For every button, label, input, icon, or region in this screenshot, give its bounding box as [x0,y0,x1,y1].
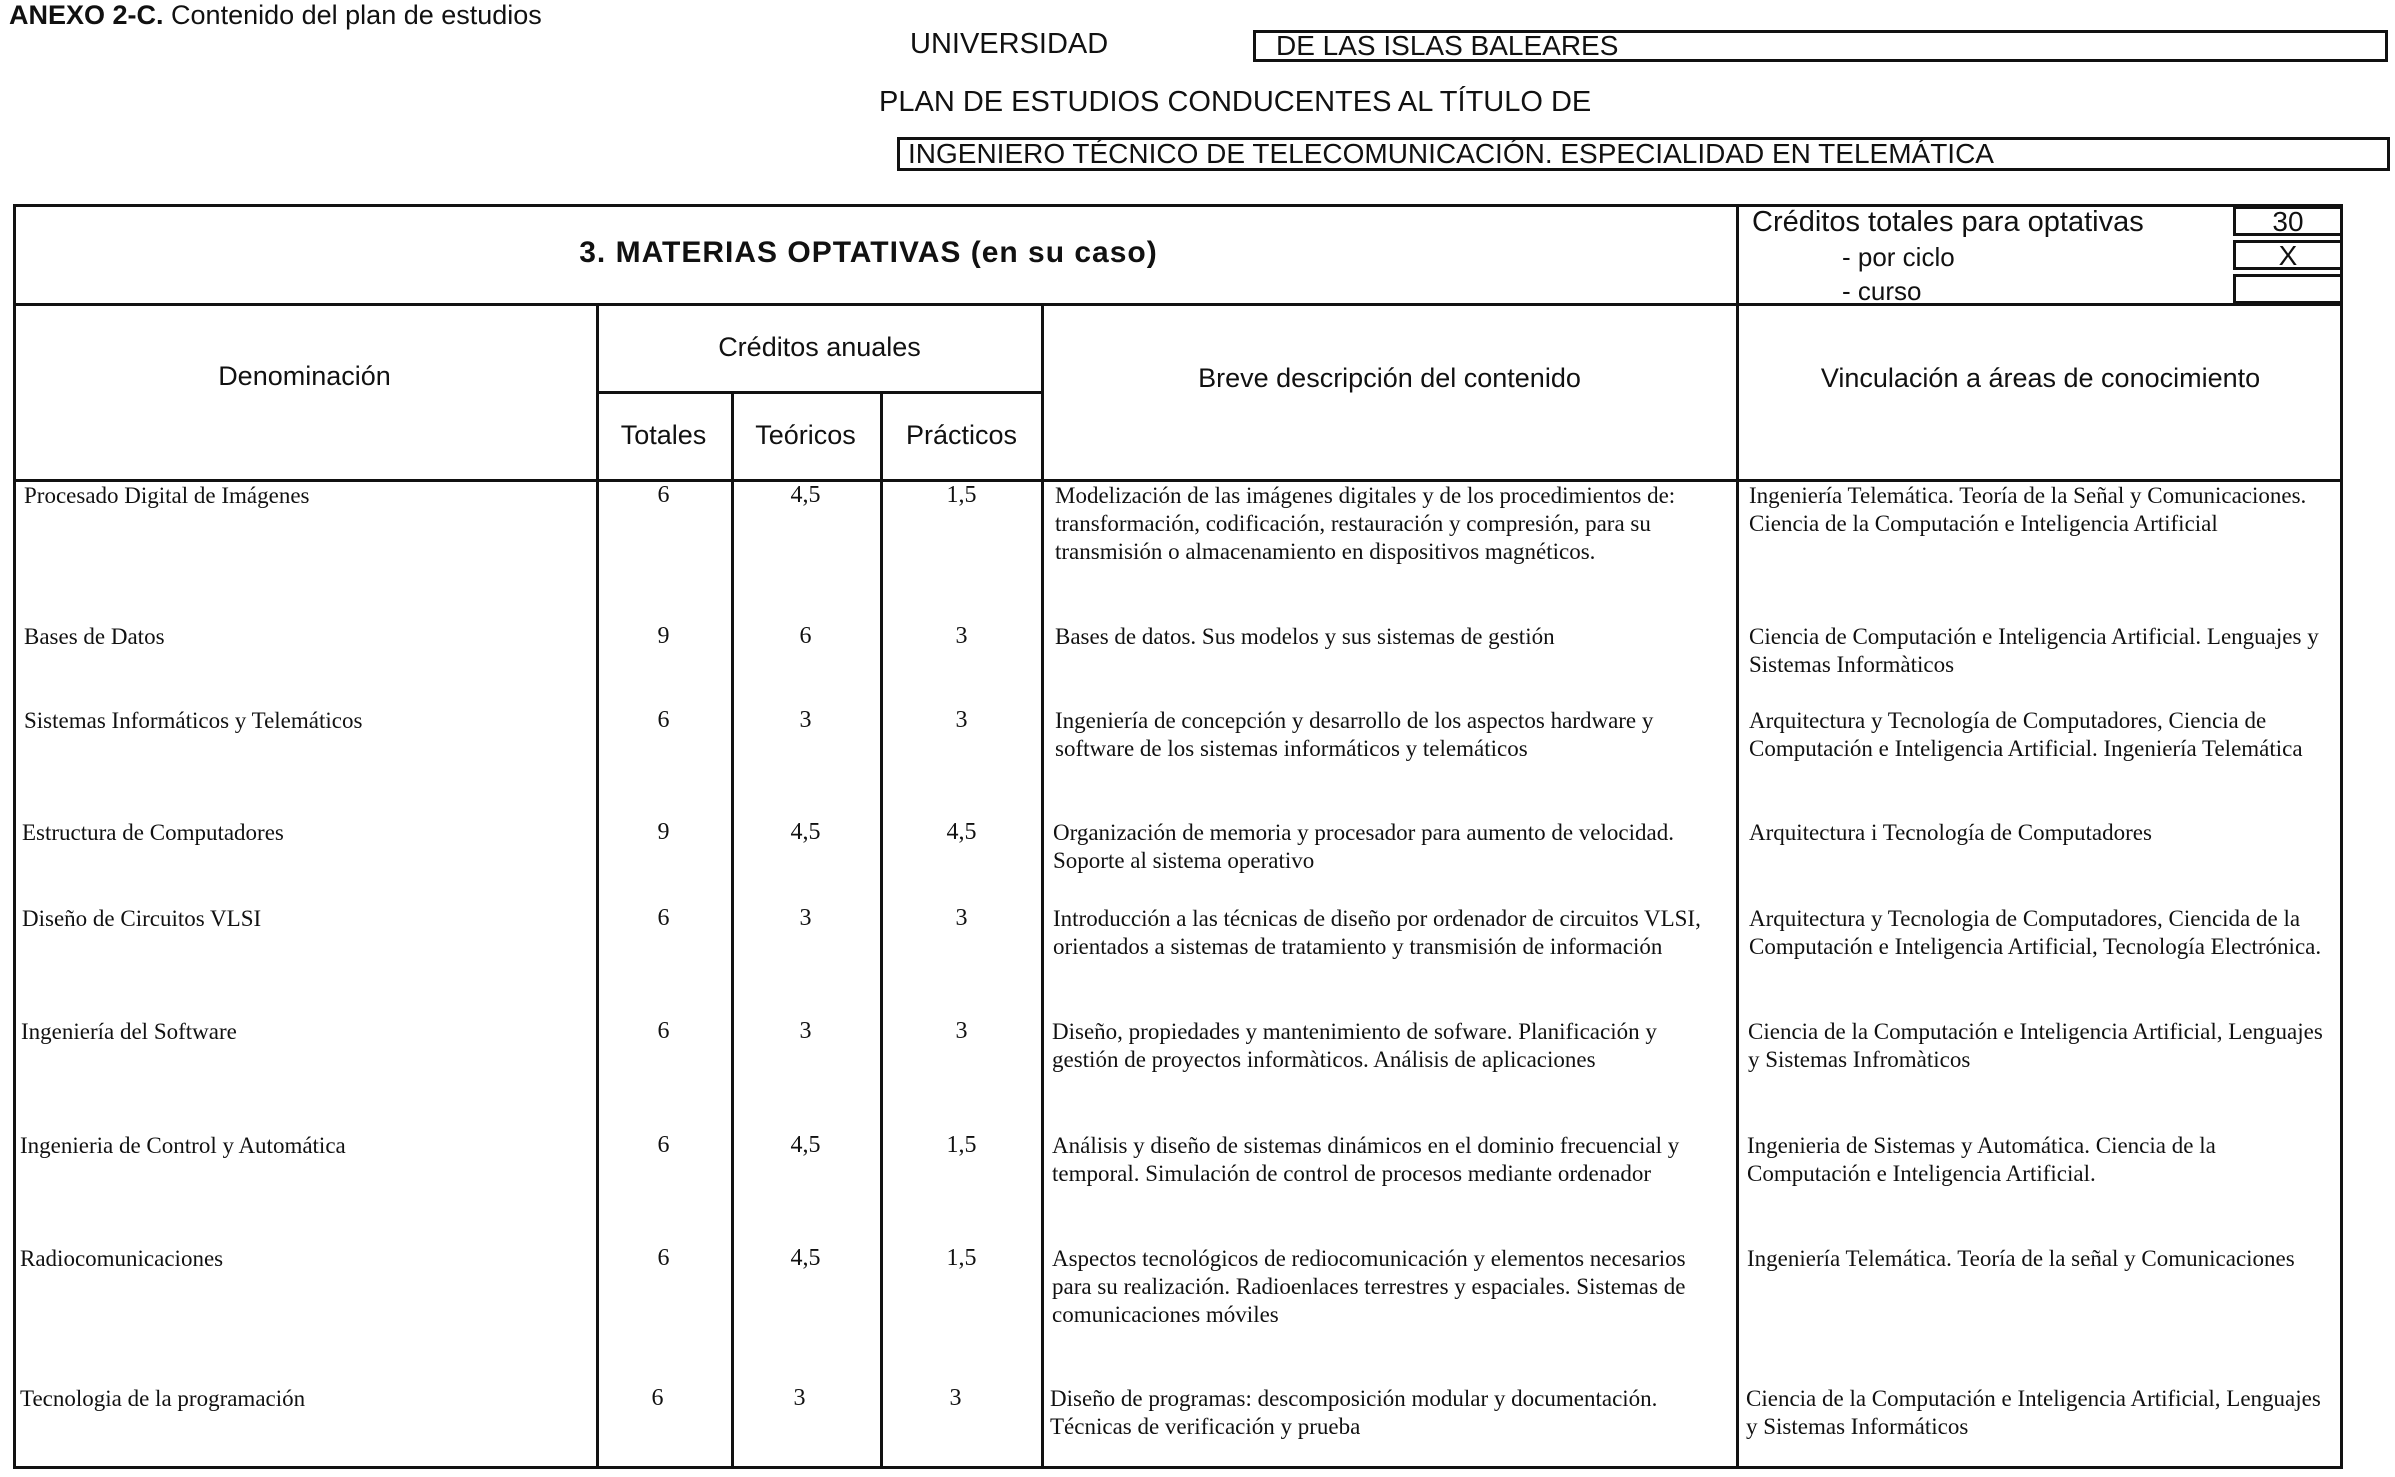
row-name: Diseño de Circuitos VLSI [22,906,262,931]
rule-v-desc [1041,303,1044,1469]
col-creditos-anuales: Créditos anuales [718,332,921,362]
row-teoricos: 4,5 [790,819,821,845]
row-totales: 6 [657,482,670,508]
row-totales: 9 [657,623,670,649]
row-totales: 6 [657,1132,670,1158]
row-totales: 6 [657,1018,670,1044]
row-teoricos: 3 [799,905,812,931]
row-name: Radiocomunicaciones [20,1246,224,1271]
row-practicos: 1,5 [946,1132,977,1158]
row-practicos: 3 [955,707,968,733]
row-description: Análisis y diseño de sistemas dinámicos en el dominio frecuencial y temporal. Simulación de control de procesos mediante ordenador [1052,1133,1680,1186]
rule-section-bottom [13,303,2343,306]
row-practicos: 1,5 [946,1245,977,1271]
row-teoricos: 3 [799,707,812,733]
row-totales: 9 [657,819,670,845]
row-name: Tecnologia de la programación [20,1386,306,1411]
row-practicos: 1,5 [946,482,977,508]
per-course-value [2233,274,2343,304]
row-name: Estructura de Computadores [22,820,284,845]
credits-total-label: Créditos totales para optativas [1752,206,2144,238]
annex-number: ANEXO 2-C. [9,0,164,30]
row-practicos: 4,5 [946,819,977,845]
credits-total-value: 30 [2233,206,2343,236]
per-course-label: - curso [1842,276,1922,306]
university-value: DE LAS ISLAS BALEARES [1253,30,2388,62]
row-teoricos: 6 [799,623,812,649]
row-areas: Arquitectura y Tecnología de Computadores, Ciencia de Computación e Inteligencia Artificial. Ingeniería Telemática [1749,708,2303,761]
row-name: Ingeniería del Software [21,1019,237,1044]
row-areas: Ingeniería Telemática. Teoría de la señal y Comunicaciones [1747,1246,2295,1271]
row-practicos: 3 [955,905,968,931]
annex-heading [9,0,542,31]
row-description: Diseño, propiedades y mantenimiento de sofware. Planificación y gestión de proyectos informàticos. Análisis de aplicaciones [1052,1019,1657,1072]
row-teoricos: 3 [799,1018,812,1044]
annex-text: Contenido del plan de estudios [163,0,542,30]
plan-label: PLAN DE ESTUDIOS CONDUCENTES AL TÍTULO DE [879,86,1592,118]
row-totales: 6 [657,1245,670,1271]
section-title: 3. MATERIAS OPTATIVAS (en su caso) [579,236,1158,269]
row-teoricos: 4,5 [790,1132,821,1158]
row-name: Bases de Datos [24,624,165,649]
row-name: Sistemas Informáticos y Telemáticos [24,708,363,733]
rule-credits-sub [596,391,1043,394]
row-totales: 6 [651,1385,664,1411]
university-label: UNIVERSIDAD [910,28,1109,60]
row-description: Introducción a las técnicas de diseño por ordenador de circuitos VLSI, orientados a sistemas de tratamiento y transmisión de información [1053,906,1701,959]
col-practicos: Prácticos [905,420,1018,450]
row-teoricos: 3 [793,1385,806,1411]
row-areas: Ingeniería Telemática. Teoría de la Señal y Comunicaciones. Ciencia de la Computación e Inteligencia Artificial [1749,483,2307,536]
row-areas: Ciencia de Computación e Inteligencia Artificial. Lenguajes y Sistemas Informàticos [1749,624,2319,677]
row-description: Ingeniería de concepción y desarrollo de los aspectos hardware y software de los sistemas informáticos y telemáticos [1055,708,1654,761]
row-teoricos: 4,5 [790,482,821,508]
row-name: Procesado Digital de Imágenes [24,483,310,508]
per-cycle-value: X [2233,240,2343,270]
row-description: Organización de memoria y procesador para aumento de velocidad. Soporte al sistema operativo [1053,820,1674,873]
col-vinculacion: Vinculación a áreas de conocimiento [1820,363,2261,393]
row-name: Ingenieria de Control y Automática [20,1133,346,1158]
col-descripcion: Breve descripción del contenido [1198,363,1581,393]
row-description: Diseño de programas: descomposición modular y documentación. Técnicas de verificación y prueba [1050,1386,1658,1439]
row-description: Aspectos tecnológicos de rediocomunicación y elementos necesarios para su realización. Radioenlaces terrestres y espaciales. Sistemas de comunicaciones móviles [1052,1246,1686,1327]
rule-v-totales [596,303,599,1469]
row-practicos: 3 [955,1018,968,1044]
col-teoricos: Teóricos [755,420,856,450]
row-description: Bases de datos. Sus modelos y sus sistemas de gestión [1055,624,1555,649]
row-areas: Ciencia de la Computación e Inteligencia Artificial, Lenguajes y Sistemas Informáticos [1746,1386,2321,1439]
row-totales: 6 [657,905,670,931]
row-teoricos: 4,5 [790,1245,821,1271]
col-denominacion: Denominación [218,361,391,391]
row-description: Modelización de las imágenes digitales y de los procedimientos de: transformación, codificación, restauración y compresión, para su transmisión o almacenamiento en dispositivos magnéticos. [1055,483,1676,564]
row-totales: 6 [657,707,670,733]
row-areas: Arquitectura y Tecnologia de Computadores, Ciencida de la Computación e Inteligencia Artificial, Tecnología Electrónica. [1749,906,2322,959]
row-areas: Arquitectura i Tecnología de Computadores [1749,820,2152,845]
col-totales: Totales [620,420,707,450]
row-areas: Ingenieria de Sistemas y Automática. Ciencia de la Computación e Inteligencia Artificial. [1747,1133,2216,1186]
row-practicos: 3 [949,1385,962,1411]
row-areas: Ciencia de la Computación e Inteligencia Artificial, Lenguajes y Sistemas Infromàticos [1748,1019,2323,1072]
row-practicos: 3 [955,623,968,649]
per-cycle-label: - por ciclo [1842,242,1955,272]
degree-title: INGENIERO TÉCNICO DE TELECOMUNICACIÓN. ESPECIALIDAD EN TELEMÁTICA [897,137,2390,171]
